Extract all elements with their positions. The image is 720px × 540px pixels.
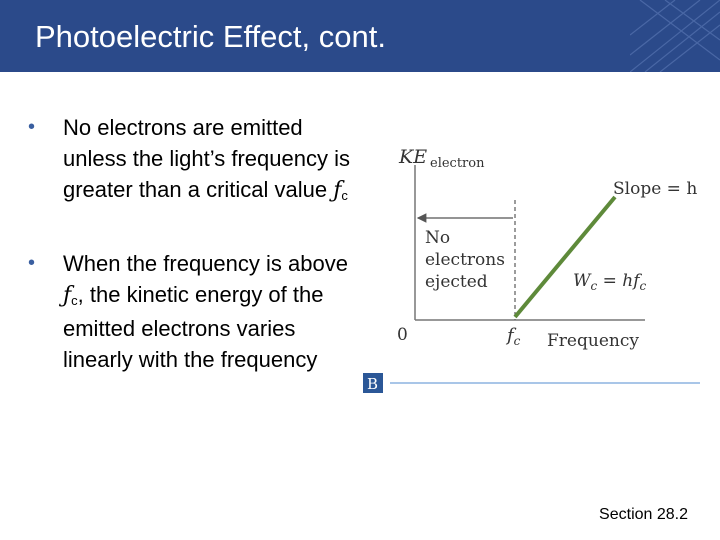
section-footer: Section 28.2 (599, 506, 688, 523)
ke-line (515, 197, 615, 317)
slide-title: Photoelectric Effect, cont. (35, 19, 386, 54)
bullet-marker: • (28, 252, 36, 274)
no-electrons-label-line-3: ejected (425, 272, 488, 292)
panel-badge-letter: B (367, 375, 379, 393)
origin-label: 0 (397, 325, 408, 345)
y-axis-label: KE (399, 146, 428, 168)
work-function-label: $W_c = hf_c$ (573, 271, 647, 293)
frequency-subscript: c (341, 188, 348, 203)
no-electrons-label-line-2: electrons (425, 250, 505, 270)
bullet-item (28, 248, 358, 375)
bullet-list (28, 112, 358, 415)
threshold-label: $f_c$ (507, 325, 521, 348)
frequency-symbol: ƒ (333, 178, 342, 203)
bullet-text: No electrons are emitted unless the light’s frequency is greater than a critical value (63, 115, 350, 202)
x-axis-label: Frequency (547, 331, 639, 351)
bullet-text: When the frequency is above (63, 251, 348, 276)
bullet-item (28, 112, 358, 208)
no-electrons-label-line-1: No (425, 228, 451, 248)
title-bar (0, 0, 720, 72)
frequency-symbol: ƒ (63, 283, 72, 308)
frequency-subscript: c (71, 293, 78, 308)
ke-vs-frequency-graph (355, 140, 720, 400)
slope-label: Slope = h (613, 179, 698, 199)
bullet-text-tail: , the kinetic energy of the emitted electrons varies linearly with the frequency (63, 282, 324, 372)
bullet-marker: • (28, 116, 36, 138)
decorative-lines (630, 0, 720, 72)
y-axis-label-sub: electron (430, 156, 485, 171)
